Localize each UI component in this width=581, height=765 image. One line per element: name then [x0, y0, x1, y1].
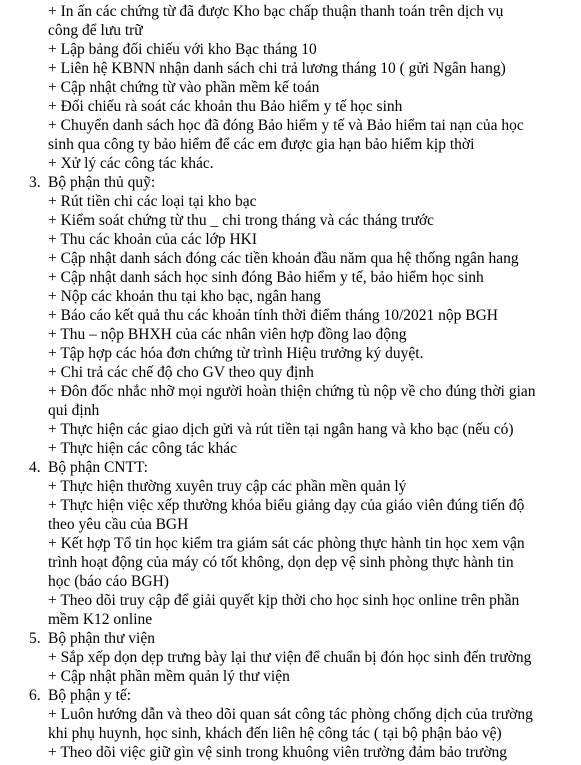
list-item: + Cập nhật danh sách học sinh đóng Bảo hiểm y tế, bảo hiểm học sinh — [48, 269, 484, 286]
list-item: + Thực hiện các công tác khác — [48, 440, 237, 457]
list-item: + Cập nhật phần mềm quản lý thư viện — [48, 668, 290, 685]
list-item-continuation: qui định — [48, 402, 100, 419]
section-heading — [0, 458, 581, 477]
list-item: + Chi trả các chế độ cho GV theo quy định — [48, 364, 314, 381]
list-item: + Đôn đốc nhắc nhỡ mọi người hoàn thiện chứng tù nộp về cho đúng thời gian — [48, 383, 536, 400]
list-item-continuation: sinh qua công ty bảo hiểm để các em được gia hạn bảo hiểm kịp thời — [48, 136, 475, 153]
list-item: + Rút tiền chi các loại tại kho bạc — [48, 193, 257, 210]
list-item: + Liên hệ KBNN nhận danh sách chi trả lương tháng 10 ( gửi Ngân hang) — [48, 60, 506, 77]
list-item: + In ấn các chứng từ đã được Kho bạc chấp thuận thanh toán trên dịch vụ — [48, 3, 504, 20]
list-item-continuation: theo yêu cầu của BGH — [48, 516, 189, 533]
section-number: 5. — [29, 630, 41, 647]
list-item: + Thực hiện thường xuyên truy cập các phần mền quản lý — [48, 478, 407, 495]
list-item: + Kiểm soát chứng từ thu _ chi trong tháng và các tháng trước — [48, 212, 435, 229]
section-title: Bộ phận thư viện — [48, 630, 155, 647]
section-number: 6. — [29, 687, 41, 704]
list-item: + Cập nhật chứng từ vào phần mềm kế toán — [48, 79, 320, 96]
list-item: + Xử lý các công tác khác. — [48, 155, 214, 172]
list-item: + Theo dõi việc giữ gìn vệ sinh trong khuông viên trường đảm bảo trường — [48, 744, 508, 761]
list-item: + Đối chiếu rà soát các khoản thu Bảo hiểm y tế học sinh — [48, 98, 403, 115]
section-number: 4. — [29, 459, 41, 476]
section-heading — [0, 173, 581, 192]
document-page — [0, 2, 581, 762]
section-heading — [0, 629, 581, 648]
section-number: 3. — [29, 174, 41, 191]
section-title: Bộ phận CNTT: — [48, 459, 148, 476]
section-title: Bộ phận y tế: — [48, 687, 132, 704]
list-item: + Thu các khoản của các lớp HKI — [48, 231, 258, 248]
list-item-continuation: trình hoạt động của máy có tốt không, dọn dẹp vệ sinh phòng thực hành tin — [48, 554, 514, 571]
section-title: Bộ phận thủ quỹ: — [48, 174, 156, 191]
list-item-continuation: học (báo cáo BGH) — [48, 573, 169, 590]
list-item: + Kết hợp Tổ tin học kiểm tra giám sát các phòng thực hành tin học xem vận — [48, 535, 525, 552]
list-item-continuation: mềm K12 online — [48, 611, 153, 628]
list-item: + Thực hiện việc xếp thường khóa biểu giảng dạy của giáo viên đúng tiến độ — [48, 497, 525, 514]
section-heading — [0, 686, 581, 705]
list-item: + Thu – nộp BHXH của các nhân viên hợp đồng lao động — [48, 326, 407, 343]
list-item: + Sắp xếp dọn dẹp trưng bày lại thư viện để chuẩn bị đón học sinh đến trường — [48, 649, 532, 666]
list-item: + Chuyển danh sách học đã đóng Bảo hiểm y tế và Bảo hiểm tai nạn của học — [48, 117, 524, 134]
list-item: + Nộp các khoản thu tại kho bạc, ngân hang — [48, 288, 322, 305]
list-item: + Thực hiện các giao dịch gửi và rút tiền tại ngân hang và kho bạc (nếu có) — [48, 421, 514, 438]
list-item: + Lập bảng đối chiếu với kho Bạc tháng 10 — [48, 41, 317, 58]
list-item: + Luôn hướng dẫn và theo dõi quan sát công tác phòng chống dịch của trường — [48, 706, 533, 723]
list-item: + Cập nhật danh sách đóng các tiền khoản đầu năm qua hệ thống ngân hang — [48, 250, 519, 267]
list-item: + Tập hợp các hóa đơn chứng từ trình Hiệu trưởng ký duyệt. — [48, 345, 424, 362]
list-item: + Theo dõi truy cập để giải quyết kịp thời cho học sinh học online trên phần — [48, 592, 520, 609]
list-item: + Báo cáo kết quả thu các khoản tính thời điểm tháng 10/2021 nộp BGH — [48, 307, 498, 324]
list-item-continuation: công để lưu trữ — [48, 22, 143, 39]
list-item-continuation: khi phụ huynh, học sinh, khách đến liên hệ công tác ( tại bộ phận bảo vệ) — [48, 725, 502, 742]
